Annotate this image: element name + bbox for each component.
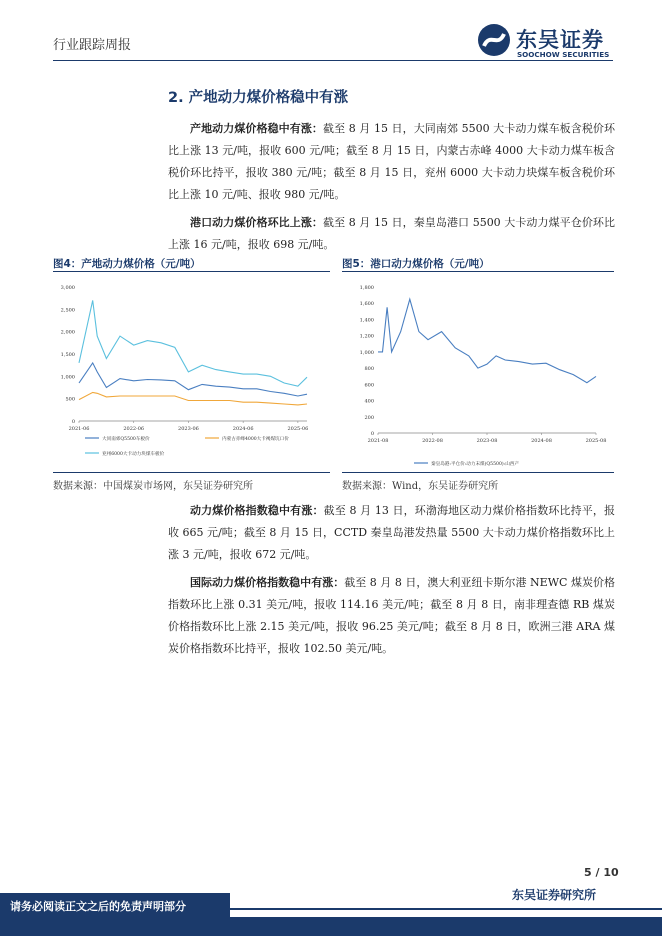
footer-line <box>230 908 662 910</box>
legend-label: 内蒙古赤峰4000大卡褐煤坑口价 <box>222 437 289 442</box>
y-tick-label: 1,800 <box>359 285 374 291</box>
series-line <box>79 392 307 405</box>
paragraph-3 <box>168 500 615 566</box>
y-tick-label: 1,000 <box>359 349 374 356</box>
y-tick-label: 600 <box>364 382 374 389</box>
footer-disclaimer: 请务必阅读正文之后的免责声明部分 <box>10 900 186 913</box>
figure-5-chart <box>342 275 614 479</box>
paragraph-4 <box>168 572 615 660</box>
section-title: 2. 产地动力煤价格稳中有涨 <box>168 90 349 106</box>
logo-name: 东吴证券 <box>516 28 604 52</box>
footer-org: 东吴证券研究所 <box>512 888 597 902</box>
figure-5-rule <box>342 271 614 272</box>
x-tick-label: 2025-08 <box>585 438 607 444</box>
logo-en: SOOCHOW SECURITIES <box>517 50 610 59</box>
series-line <box>378 299 596 383</box>
y-tick-label: 1,600 <box>359 301 374 308</box>
figure-4-source: 数据来源：中国煤炭市场网，东吴证券研究所 <box>53 481 253 492</box>
y-tick-label: 0 <box>71 419 75 425</box>
y-tick-label: 1,400 <box>359 317 374 324</box>
figure-4-title: 图4：产地动力煤价格（元/吨） <box>53 258 201 270</box>
figure-4-svg <box>53 275 330 465</box>
paragraph-1-body: 截至 8 月 15 日，大同南郊 5500 大卡动力煤车板含税价环比上涨 13 元/吨，报收 600 元/吨；截至 8 月 15 日，内蒙古赤峰 4000 大卡动力煤车板含税价环比持平，报收 380 元/吨；截至 8 月 15 日，兖州 6000 大卡动力块煤车板含税价环比上涨 10 元/吨、报收 980 元/吨。 <box>168 122 616 201</box>
y-tick-label: 1,000 <box>60 374 75 381</box>
header-rule <box>53 60 613 61</box>
x-tick-label: 2021-06 <box>68 426 90 432</box>
y-tick-label: 2,500 <box>60 307 75 314</box>
paragraph-1-lead: 产地动力煤价格稳中有涨： <box>190 122 323 135</box>
soochow-logo-icon <box>476 22 514 58</box>
x-tick-label: 2023-08 <box>476 438 498 444</box>
legend-label: 兖州6000大卡动力块煤车板价 <box>102 452 165 457</box>
paragraph-2-body: 截至 8 月 15 日，秦皇岛港口 5500 大卡动力煤平仓价环比上涨 16 元/吨，报收 698 元/吨。 <box>168 216 616 251</box>
paragraph-1 <box>168 118 615 206</box>
series-line <box>79 363 307 396</box>
x-tick-label: 2024-06 <box>232 426 254 432</box>
paragraph-4-body: 截至 8 月 8 日，澳大利亚纽卡斯尔港 NEWC 煤炭价格指数环比上涨 0.31 美元/吨，报收 114.16 美元/吨；截至 8 月 8 日，南非理查德 RB 煤炭价格指数环比上涨 2.15 美元/吨，报收 96.25 美元/吨；截至 8 月 8 日，欧洲三港 ARA 煤炭价格指数环比持平，报收 102.50 美元/吨。 <box>168 576 616 655</box>
figure-5-title: 图5：港口动力煤价格（元/吨） <box>342 258 490 270</box>
paragraph-3-lead: 动力煤价格指数稳中有涨： <box>190 504 324 517</box>
y-tick-label: 3,000 <box>60 285 75 291</box>
report-type-label: 行业跟踪周报 <box>53 38 132 53</box>
series-line <box>79 300 307 386</box>
figure-5-source: 数据来源：Wind，东吴证券研究所 <box>342 481 499 492</box>
x-tick-label: 2022-06 <box>123 426 145 432</box>
y-tick-label: 200 <box>364 414 374 421</box>
x-tick-label: 2022-08 <box>422 438 443 444</box>
y-tick-label: 400 <box>364 398 374 405</box>
paragraph-3-body: 截至 8 月 13 日，环渤海地区动力煤价格指数环比持平，报收 665 元/吨；截至 8 月 15 日，CCTD 秦皇岛港发热量 5500 大卡动力煤价格指数环比上涨 3 元/吨，报收 672 元/吨。 <box>168 504 616 561</box>
x-tick-label: 2024-08 <box>531 438 552 444</box>
legend-label: 大同南郊Q5500车板价 <box>102 437 150 442</box>
x-tick-label: 2025-06 <box>287 426 309 432</box>
y-tick-label: 1,200 <box>359 333 374 340</box>
paragraph-4-lead: 国际动力煤价格指数稳中有涨： <box>190 576 345 589</box>
figure-4-rule <box>53 271 330 272</box>
figure-5-bottom-rule <box>342 472 614 473</box>
y-tick-label: 1,500 <box>60 352 75 358</box>
y-tick-label: 500 <box>65 396 75 403</box>
x-tick-label: 2021-08 <box>367 438 389 444</box>
legend-label: 秦皇岛港:平仓价:动力末煤(Q5500):山西产 <box>431 462 519 467</box>
paragraph-2-lead: 港口动力煤价格环比上涨： <box>190 216 323 229</box>
paragraph-2 <box>168 212 615 256</box>
y-tick-label: 0 <box>370 431 374 437</box>
y-tick-label: 800 <box>364 366 374 373</box>
footer-bottom-bar <box>0 917 662 936</box>
y-tick-label: 2,000 <box>60 329 75 336</box>
x-tick-label: 2023-06 <box>178 426 199 432</box>
figure-4-chart <box>53 275 330 469</box>
figure-5-svg <box>342 275 614 475</box>
figure-4-bottom-rule <box>53 472 330 473</box>
page-number: 5 / 10 <box>584 866 619 879</box>
